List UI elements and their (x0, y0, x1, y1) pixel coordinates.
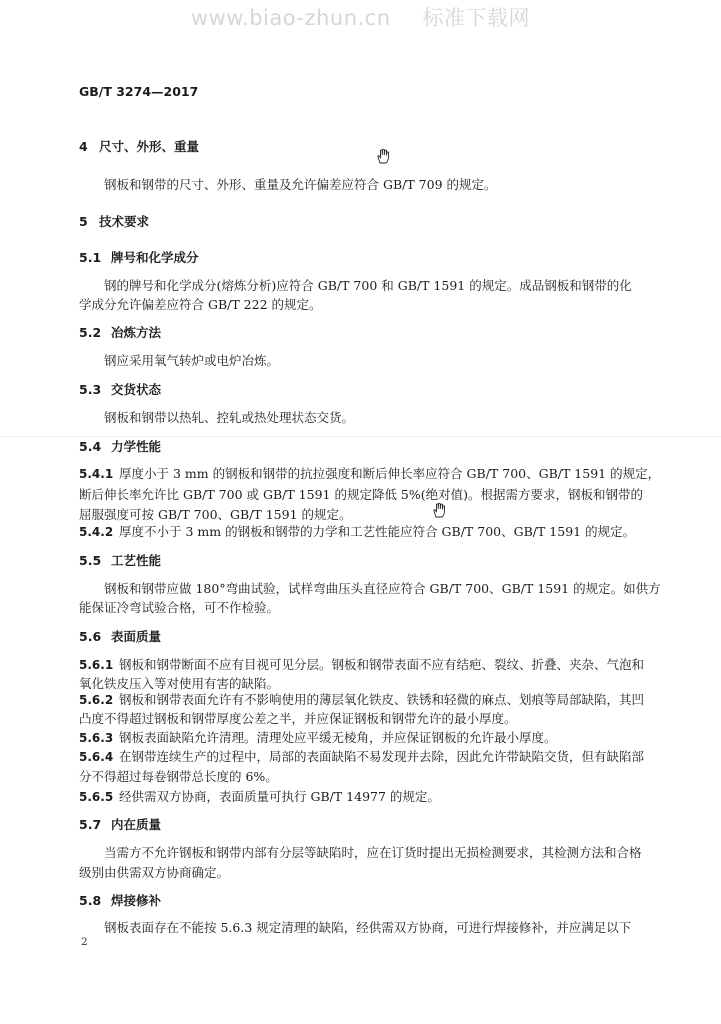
section-4-heading (79, 137, 199, 155)
clause-text: 在钢带连续生产的过程中，局部的表面缺陷不易发现并去除，因此允许带缺陷交货，但有缺陷部 (119, 749, 645, 764)
section-number: 5.2 (79, 325, 102, 340)
clause-number: 5.4.1 (79, 467, 114, 481)
clause-5-6-2 (79, 690, 644, 711)
section-5-5-line-2: 能保证冷弯试验合格，可不作检验。 (79, 600, 280, 615)
clause-5-4-1-line-2: 断后伸长率允许比 GB/T 700 或 GB/T 1591 的规定降低 5%(绝对值)。根据需方要求，钢板和钢带的 (79, 487, 644, 502)
section-5-1-heading (79, 248, 199, 266)
section-title: 尺寸、外形、重量 (99, 139, 200, 154)
watermark-site: 标准下载网 (422, 6, 531, 30)
watermark-url: www.biao-zhun.cn (190, 6, 391, 30)
section-title: 冶炼方法 (111, 325, 162, 340)
section-number: 4 (79, 139, 88, 154)
section-title: 牌号和化学成分 (111, 250, 199, 265)
hand-cursor-icon (376, 148, 390, 164)
watermark (0, 2, 721, 32)
clause-number: 5.4.2 (79, 525, 114, 539)
section-5-5-heading (79, 551, 161, 569)
hand-cursor-icon (432, 502, 446, 518)
section-4-text: 钢板和钢带的尺寸、外形、重量及允许偏差应符合 GB/T 709 的规定。 (104, 177, 497, 192)
section-number: 5.8 (79, 893, 102, 908)
clause-text: 厚度不小于 3 mm 的钢板和钢带的力学和工艺性能应符合 GB/T 700、GB/T 1591 的规定。 (119, 524, 636, 539)
section-title: 技术要求 (99, 214, 150, 229)
clause-number: 5.6.1 (79, 658, 114, 672)
section-number: 5.6 (79, 629, 102, 644)
section-number: 5.4 (79, 439, 102, 454)
clause-5-4-1 (79, 464, 660, 485)
section-5-heading (79, 212, 149, 230)
clause-5-4-2 (79, 522, 635, 543)
clause-text: 经供需双方协商，表面质量可执行 GB/T 14977 的规定。 (119, 789, 440, 804)
section-5-5-line-1: 钢板和钢带应做 180°弯曲试验，试样弯曲压头直径应符合 GB/T 700、GB/T 1591 的规定。如供方 (104, 581, 661, 596)
clause-5-6-2-line-2: 凸度不得超过钢板和钢带厚度公差之半，并应保证钢板和钢带允许的最小厚度。 (79, 711, 517, 726)
section-5-1-line-2: 学成分允许偏差应符合 GB/T 222 的规定。 (79, 297, 322, 312)
clause-text: 厚度小于 3 mm 的钢板和钢带的抗拉强度和断后伸长率应符合 GB/T 700、GB/T 1591 的规定， (119, 466, 661, 481)
section-number: 5.3 (79, 382, 102, 397)
clause-5-4-1-line-3: 屈服强度可按 GB/T 700、GB/T 1591 的规定。 (79, 507, 352, 522)
page-number: 2 (81, 936, 88, 948)
section-5-2-heading (79, 323, 161, 341)
section-title: 力学性能 (111, 439, 162, 454)
section-5-7-heading (79, 815, 161, 833)
section-5-4-heading (79, 437, 161, 455)
clause-5-6-1 (79, 655, 644, 676)
clause-text: 钢板和钢带断面不应有目视可见分层。钢板和钢带表面不应有结疤、裂纹、折叠、夹杂、气泡和 (119, 657, 645, 672)
section-5-1-line-1: 钢的牌号和化学成分(熔炼分析)应符合 GB/T 700 和 GB/T 1591 的规定。成品钢板和钢带的化 (104, 278, 632, 293)
clause-number: 5.6.4 (79, 750, 114, 764)
clause-text: 钢板表面缺陷允许清理。清理处应平缓无棱角，并应保证钢板的允许最小厚度。 (119, 730, 557, 745)
clause-number: 5.6.5 (79, 790, 114, 804)
section-number: 5 (79, 214, 88, 229)
clause-5-6-4-line-2: 分不得超过每卷钢带总长度的 6%。 (79, 769, 278, 784)
section-title: 焊接修补 (111, 893, 162, 908)
section-5-6-heading (79, 627, 161, 645)
section-5-8-line-1: 钢板表面存在不能按 5.6.3 规定清理的缺陷，经供需双方协商，可进行焊接修补，并应满足以下 (104, 920, 632, 935)
clause-number: 5.6.3 (79, 731, 114, 745)
section-5-2-text: 钢应采用氧气转炉或电炉冶炼。 (104, 353, 280, 368)
clause-text: 钢板和钢带表面允许有不影响使用的薄层氧化铁皮、铁锈和轻微的麻点、划痕等局部缺陷，其凹 (119, 692, 645, 707)
clause-5-6-5 (79, 787, 440, 808)
section-5-7-line-1: 当需方不允许钢板和钢带内部有分层等缺陷时，应在订货时提出无损检测要求，其检测方法和合格 (104, 845, 642, 860)
clause-5-6-3 (79, 728, 557, 749)
section-5-7-line-2: 级别由供需双方协商确定。 (79, 865, 230, 880)
section-number: 5.7 (79, 817, 102, 832)
section-title: 内在质量 (111, 817, 162, 832)
section-5-3-heading (79, 380, 161, 398)
section-title: 工艺性能 (111, 553, 162, 568)
section-5-8-heading (79, 891, 161, 909)
section-number: 5.5 (79, 553, 102, 568)
section-number: 5.1 (79, 250, 102, 265)
section-5-3-text: 钢板和钢带以热轧、控轧或热处理状态交货。 (104, 410, 355, 425)
clause-number: 5.6.2 (79, 693, 114, 707)
clause-5-6-1-line-2: 氧化铁皮压入等对使用有害的缺陷。 (79, 676, 280, 691)
section-title: 表面质量 (111, 629, 162, 644)
section-title: 交货状态 (111, 382, 162, 397)
standard-code: GB/T 3274—2017 (79, 84, 199, 99)
clause-5-6-4 (79, 747, 644, 768)
